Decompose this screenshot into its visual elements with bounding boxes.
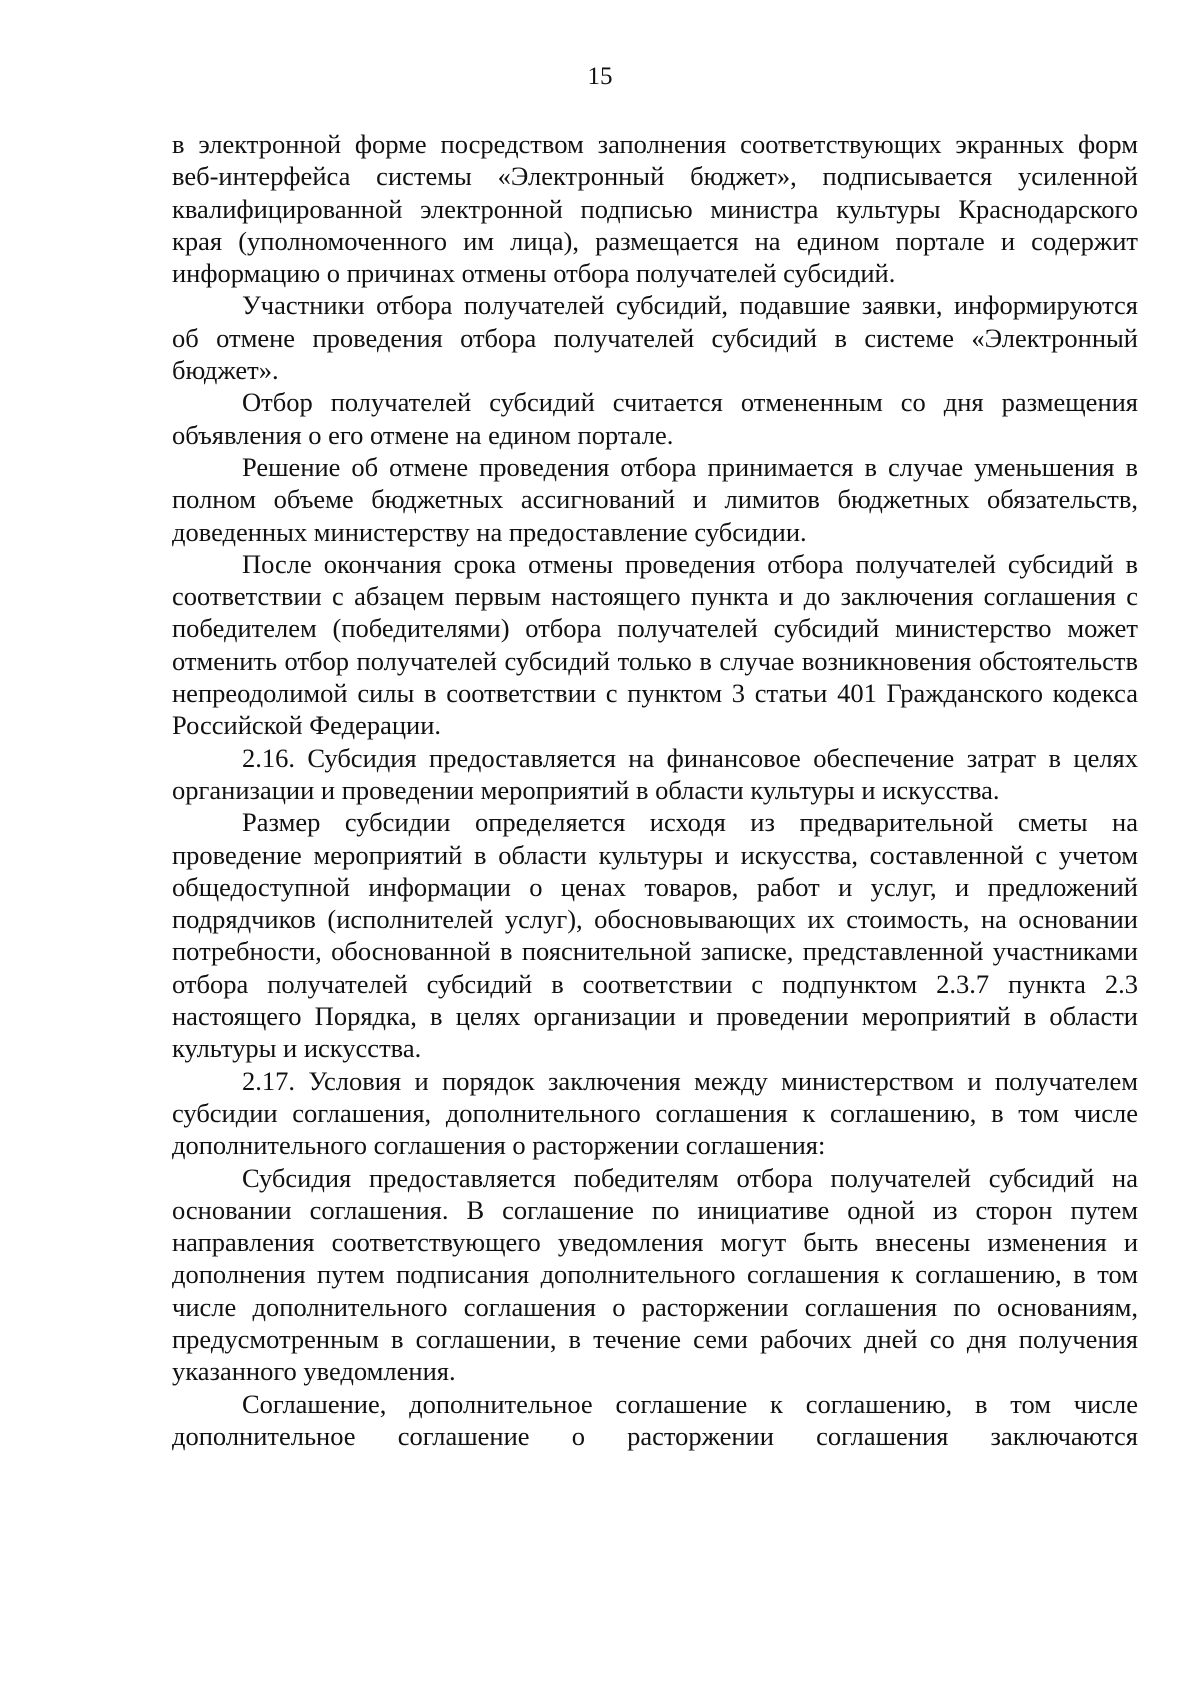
document-body [172, 128, 1138, 1452]
paragraph-selection-cancelled: Отбор получателей субсидий считается отмененным со дня размещения объявления о его отмене на едином портале. [172, 387, 1138, 450]
page-number: 15 [587, 63, 613, 90]
paragraph-cancellation-notice: в электронной форме посредством заполнения соответствующих экранных форм веб-интерфейса системы «Электронный бюджет», подписывается усиленной квалифицированной электронной подписью министра культуры Краснодарского края (уполномоченного им лица), размещается на едином портале и содержит информацию о причинах отмены отбора получателей субсидий. [172, 129, 1138, 289]
paragraph-section-2-16: 2.16. Субсидия предоставляется на финансовое обеспечение затрат в целях организации и проведении мероприятий в области культуры и искусства. [172, 742, 1138, 805]
paragraph-agreement-basis: Субсидия предоставляется победителям отбора получателей субсидий на основании соглашения. В соглашение по инициативе одной из сторон путем направления соответствующего уведомления могут быть внесены изменения и дополнения путем подписания дополнительного соглашения к соглашению, в том числе дополнительного соглашения о расторжении соглашения по основаниям, предусмотренным в соглашении, в течение семи рабочих дней со дня получения указанного уведомления. [172, 1162, 1138, 1387]
paragraph-section-2-17: 2.17. Условия и порядок заключения между министерством и получателем субсидии соглашения, дополнительного соглашения к соглашению, в том числе дополнительного соглашения о расторжении соглашения: [172, 1065, 1138, 1161]
paragraph-subsidy-amount: Размер субсидии определяется исходя из предварительной сметы на проведение мероприятий в области культуры и искусства, составленной с учетом общедоступной информации о ценах товаров, работ и услуг, и предложений подрядчиков (исполнителей услуг), обосновывающих их стоимость, на основании потребности, обоснованной в пояснительной записке, представленной участниками отбора получателей субсидий в соответствии с подпунктом 2.3.7 пункта 2.3 настоящего Порядка, в целях организации и проведении мероприятий в области культуры и искусства. [172, 807, 1138, 1064]
paragraph-agreement-concluded: Соглашение, дополнительное соглашение к соглашению, в том числе дополнительное соглашение о расторжении соглашения заключаются [172, 1388, 1138, 1451]
paragraph-cancellation-decision: Решение об отмене проведения отбора принимается в случае уменьшения в полном объеме бюджетных ассигнований и лимитов бюджетных обязательств, доведенных министерству на предоставление субсидии. [172, 451, 1138, 547]
paragraph-participants-informed: Участники отбора получателей субсидий, подавшие заявки, информируются об отмене проведения отбора получателей субсидий в системе «Электронный бюджет». [172, 290, 1138, 386]
paragraph-force-majeure: После окончания срока отмены проведения отбора получателей субсидий в соответствии с абзацем первым настоящего пункта и до заключения соглашения с победителем (победителями) отбора получателей субсидий министерство может отменить отбор получателей субсидий только в случае возникновения обстоятельств непреодолимой силы в соответствии с пунктом 3 статьи 401 Гражданского кодекса Российской Федерации. [172, 548, 1138, 741]
